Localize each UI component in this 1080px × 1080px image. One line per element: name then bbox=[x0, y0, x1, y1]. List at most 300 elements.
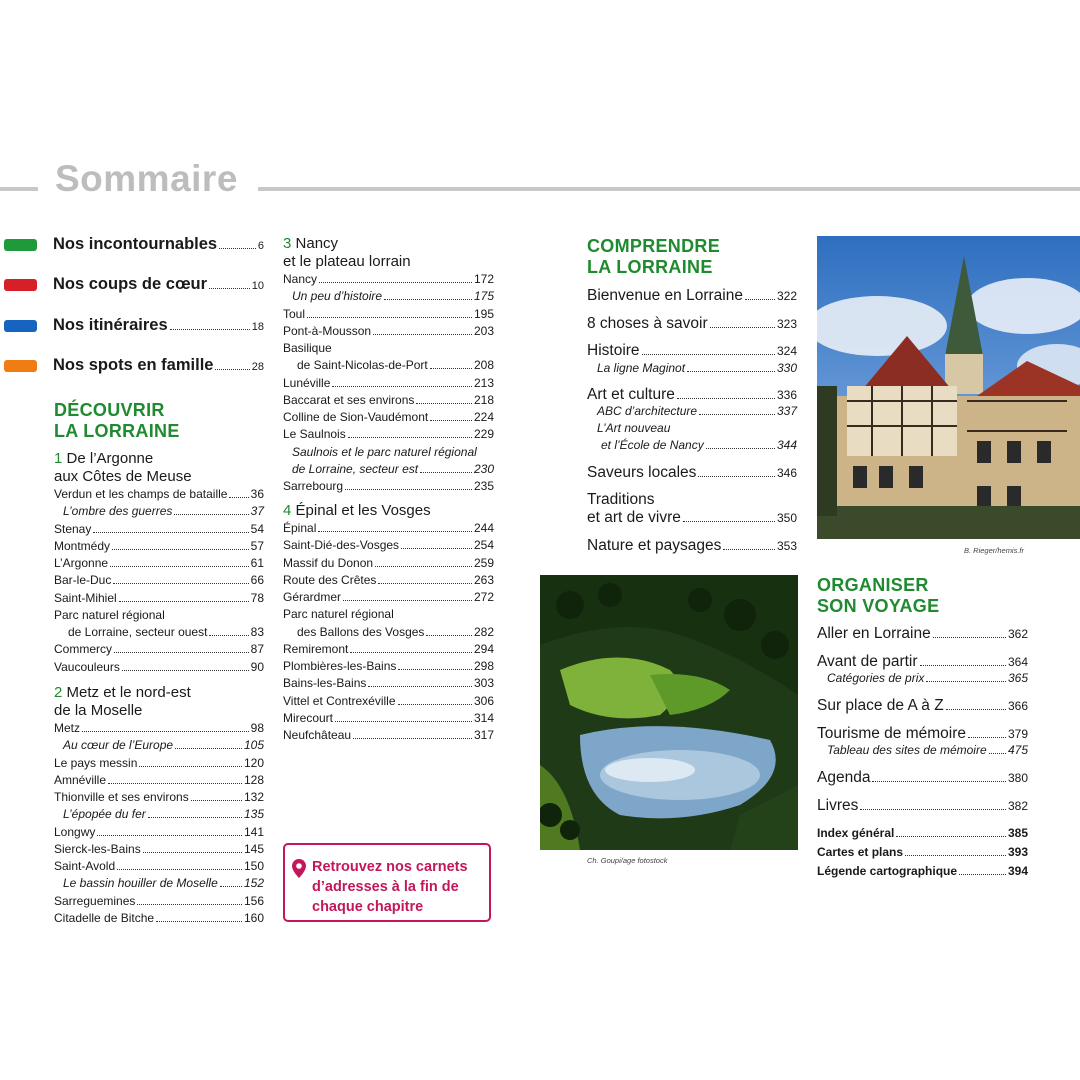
leader-dots bbox=[959, 874, 1006, 875]
entry-label: Baccarat et ses environs bbox=[283, 392, 415, 407]
page-number: 294 bbox=[473, 641, 494, 656]
entry-label: Saulnois et le parc naturel régional bbox=[292, 444, 477, 459]
leader-dots bbox=[318, 531, 472, 532]
chapter-2-list bbox=[54, 721, 264, 928]
leader-dots bbox=[398, 704, 472, 705]
page-number: 385 bbox=[1007, 826, 1028, 840]
entry-label: Thionville et ses environs bbox=[54, 790, 189, 804]
toc-entry[interactable] bbox=[283, 676, 494, 693]
page-number: 152 bbox=[243, 876, 264, 891]
toc-entry[interactable] bbox=[54, 721, 264, 738]
page-number: 213 bbox=[473, 375, 494, 390]
toc-entry[interactable] bbox=[817, 625, 1028, 653]
entry-label: Aller en Lorraine bbox=[817, 625, 931, 642]
leader-dots bbox=[375, 566, 472, 567]
toc-entry[interactable] bbox=[283, 556, 494, 573]
entry-label: Nancy bbox=[283, 272, 318, 286]
page-number: 105 bbox=[243, 738, 264, 753]
leader-dots bbox=[416, 403, 472, 404]
page-number: 230 bbox=[473, 461, 494, 476]
toc-entry[interactable] bbox=[54, 825, 264, 842]
leader-dots bbox=[430, 420, 472, 421]
lake-photo-image bbox=[540, 575, 798, 850]
leader-dots bbox=[97, 835, 242, 836]
toc-entry[interactable] bbox=[54, 790, 264, 807]
toc-entry[interactable] bbox=[54, 504, 264, 521]
toc-entry[interactable] bbox=[54, 660, 264, 677]
entry-label: Au cœur de l’Europe bbox=[63, 738, 174, 753]
leader-dots bbox=[687, 371, 775, 372]
leader-dots bbox=[698, 476, 775, 477]
leader-dots bbox=[946, 709, 1006, 710]
page-number: 57 bbox=[250, 538, 264, 553]
page-number: 195 bbox=[473, 306, 494, 321]
entry-label: Le Saulnois bbox=[283, 427, 346, 442]
entry-label: Sarrebourg bbox=[283, 479, 344, 493]
entry-label: Index général bbox=[817, 826, 895, 840]
page-number: 78 bbox=[250, 590, 264, 605]
page-number: 28 bbox=[251, 361, 264, 373]
page-number: 353 bbox=[776, 539, 797, 553]
leader-dots bbox=[114, 652, 249, 653]
entry-label: Longwy bbox=[54, 824, 96, 839]
page-number: 298 bbox=[473, 659, 494, 673]
page-number: 66 bbox=[250, 573, 264, 588]
page-number: 18 bbox=[251, 321, 264, 333]
chapter-3-list bbox=[283, 272, 494, 496]
heading-line: SON VOYAGE bbox=[817, 596, 940, 616]
toc-entry[interactable] bbox=[283, 376, 494, 393]
entry-label: de Lorraine, secteur est bbox=[292, 461, 419, 476]
entry-label: Tourisme de mémoire bbox=[817, 725, 967, 742]
page-number: 244 bbox=[473, 521, 494, 535]
page-number: 259 bbox=[473, 555, 494, 570]
leader-dots bbox=[860, 809, 1006, 810]
entry-label: Catégories de prix bbox=[827, 671, 925, 685]
entry-label: L’épopée du fer bbox=[63, 807, 146, 822]
toc-entry[interactable] bbox=[587, 464, 797, 491]
entry-label: Cartes et plans bbox=[817, 845, 904, 859]
leader-dots bbox=[723, 549, 775, 550]
leader-dots bbox=[220, 886, 242, 887]
toc-entry[interactable] bbox=[283, 341, 494, 358]
entry-label: Route des Crêtes bbox=[283, 572, 377, 587]
page-number: 337 bbox=[776, 404, 797, 418]
leader-dots bbox=[148, 817, 242, 818]
toc-entry[interactable] bbox=[587, 287, 797, 315]
leader-dots bbox=[319, 282, 472, 283]
toc-entry[interactable] bbox=[587, 315, 797, 342]
chapter-3-title bbox=[283, 235, 411, 271]
toc-entry[interactable] bbox=[283, 427, 494, 444]
orange-bar-icon bbox=[4, 360, 37, 372]
leader-dots bbox=[683, 521, 775, 522]
title-rule-left bbox=[0, 187, 38, 191]
entry-label: des Ballons des Vosges bbox=[297, 624, 425, 639]
leader-dots bbox=[933, 637, 1006, 638]
toc-entry[interactable] bbox=[817, 826, 1028, 845]
leader-dots bbox=[93, 532, 248, 533]
highlight-coups-de-coeur[interactable] bbox=[4, 275, 264, 295]
leader-dots bbox=[112, 549, 249, 550]
page-number: 324 bbox=[776, 344, 797, 358]
page-number: 330 bbox=[776, 361, 797, 375]
toc-entry[interactable] bbox=[54, 522, 264, 539]
toc-entry[interactable] bbox=[283, 521, 494, 538]
toc-entry[interactable] bbox=[283, 272, 494, 289]
leader-dots bbox=[174, 514, 248, 515]
highlight-label: Nos spots en famille bbox=[53, 356, 214, 374]
toc-entry[interactable] bbox=[54, 608, 264, 625]
highlight-label: Nos itinéraires bbox=[53, 316, 168, 334]
page-number: 263 bbox=[473, 572, 494, 587]
leader-dots bbox=[426, 635, 472, 636]
leader-dots bbox=[119, 601, 249, 602]
leader-dots bbox=[699, 414, 775, 415]
entry-label: Remiremont bbox=[283, 641, 349, 656]
entry-label: Avant de partir bbox=[817, 653, 918, 670]
leader-dots bbox=[219, 248, 256, 249]
chapter-number: 2 bbox=[54, 684, 63, 701]
page-number: 317 bbox=[473, 728, 494, 742]
chapter-4-list bbox=[283, 521, 494, 745]
entry-label: Livres bbox=[817, 797, 859, 814]
entry-label: Agenda bbox=[817, 769, 871, 786]
entry-label: Colline de Sion-Vaudémont bbox=[283, 410, 429, 424]
leader-dots bbox=[926, 681, 1006, 682]
leader-dots bbox=[143, 852, 242, 853]
leader-dots bbox=[378, 583, 472, 584]
entry-label: ABC d’architecture bbox=[597, 404, 698, 418]
house-photo-image bbox=[817, 236, 1080, 539]
page-number: 303 bbox=[473, 676, 494, 691]
entry-label: Plombières-les-Bains bbox=[283, 659, 397, 673]
page-number: 128 bbox=[243, 772, 264, 787]
page-number: 203 bbox=[473, 323, 494, 338]
toc-entry[interactable] bbox=[54, 642, 264, 659]
page-number: 156 bbox=[243, 893, 264, 908]
page-number: 322 bbox=[776, 289, 797, 303]
heading-line: LA LORRAINE bbox=[587, 257, 713, 277]
leader-dots bbox=[706, 448, 775, 449]
entry-label: Pont-à-Mousson bbox=[283, 323, 372, 338]
toc-entry[interactable] bbox=[587, 404, 797, 421]
entry-label: La ligne Maginot bbox=[597, 361, 686, 375]
leader-dots bbox=[117, 869, 242, 870]
chapter-2-title bbox=[54, 684, 191, 720]
leader-dots bbox=[348, 437, 472, 438]
toc-entry[interactable] bbox=[587, 491, 797, 509]
leader-dots bbox=[430, 368, 472, 369]
decouvrir-heading bbox=[54, 400, 180, 442]
entry-label: Saint-Mihiel bbox=[54, 590, 117, 605]
toc-entry[interactable] bbox=[587, 438, 797, 464]
entry-label: Stenay bbox=[54, 521, 92, 536]
leader-dots bbox=[343, 600, 472, 601]
page-number: 150 bbox=[243, 859, 264, 873]
toc-entry[interactable] bbox=[54, 487, 264, 504]
entry-label: L’Argonne bbox=[54, 556, 109, 570]
entry-label: de Lorraine, secteur ouest bbox=[68, 625, 208, 639]
toc-entry[interactable] bbox=[283, 538, 494, 555]
leader-dots bbox=[156, 921, 242, 922]
toc-entry[interactable] bbox=[54, 911, 264, 928]
toc-entry[interactable] bbox=[587, 509, 797, 537]
leader-dots bbox=[170, 329, 250, 330]
entry-label: Légende cartographique bbox=[817, 864, 958, 878]
toc-entry[interactable] bbox=[283, 659, 494, 676]
entry-label: Histoire bbox=[587, 342, 640, 359]
leader-dots bbox=[368, 686, 472, 687]
page-number: 336 bbox=[776, 388, 797, 402]
page-number: 10 bbox=[251, 280, 264, 292]
chapter-4-title bbox=[283, 502, 431, 520]
leader-dots bbox=[710, 327, 775, 328]
entry-label: Commercy bbox=[54, 642, 113, 657]
entry-label: Verdun et les champs de bataille bbox=[54, 487, 228, 501]
blue-bar-icon bbox=[4, 320, 37, 332]
page-number: 393 bbox=[1007, 845, 1028, 859]
entry-label: Le bassin houiller de Moselle bbox=[63, 876, 218, 891]
leader-dots bbox=[335, 721, 472, 722]
organiser-list bbox=[817, 625, 1028, 883]
page-number: 135 bbox=[243, 807, 264, 822]
address-book-callout bbox=[283, 843, 491, 922]
title-rule-right bbox=[258, 187, 1080, 191]
leader-dots bbox=[373, 334, 472, 335]
entry-label: Massif du Donon bbox=[283, 555, 374, 570]
highlight-itineraires[interactable] bbox=[4, 316, 264, 336]
leader-dots bbox=[191, 800, 242, 801]
page-number: 36 bbox=[250, 487, 264, 501]
entry-label: L’Art nouveau bbox=[597, 421, 671, 435]
page-number: 6 bbox=[257, 240, 264, 252]
leader-dots bbox=[82, 731, 249, 732]
page-number: 475 bbox=[1007, 743, 1028, 757]
page-number: 98 bbox=[250, 721, 264, 735]
toc-entry[interactable] bbox=[283, 607, 494, 624]
lake-photo-credit: Ch. Goupi/age fotostock bbox=[587, 856, 668, 865]
toc-entry[interactable] bbox=[54, 756, 264, 773]
toc-entry[interactable] bbox=[817, 743, 1028, 769]
page-number: 344 bbox=[776, 438, 797, 452]
highlight-incontournables[interactable] bbox=[4, 235, 264, 255]
toc-entry[interactable] bbox=[817, 864, 1028, 883]
leader-dots bbox=[345, 489, 472, 490]
leader-dots bbox=[968, 737, 1006, 738]
toc-entry[interactable] bbox=[817, 845, 1028, 864]
toc-entry[interactable] bbox=[817, 797, 1028, 826]
toc-entry[interactable] bbox=[587, 386, 797, 404]
toc-entry[interactable] bbox=[817, 671, 1028, 697]
toc-entry[interactable] bbox=[283, 324, 494, 341]
leader-dots bbox=[642, 354, 775, 355]
lake-photo bbox=[540, 575, 798, 850]
toc-entry[interactable] bbox=[283, 728, 494, 745]
page-number: 314 bbox=[473, 710, 494, 725]
entry-label: Saint-Dié-des-Vosges bbox=[283, 538, 400, 553]
entry-label: Neufchâteau bbox=[283, 728, 352, 742]
page-number: 90 bbox=[250, 659, 264, 674]
page-number: 362 bbox=[1007, 627, 1028, 641]
highlight-spots-famille[interactable] bbox=[4, 356, 264, 376]
entry-label: Mirecourt bbox=[283, 710, 334, 725]
entry-label: Vittel et Contrexéville bbox=[283, 693, 396, 708]
chapter-number: 1 bbox=[54, 450, 63, 467]
entry-label: Lunéville bbox=[283, 375, 331, 390]
chapter-title: Nancy bbox=[295, 235, 339, 252]
page-number: 87 bbox=[250, 642, 264, 657]
leader-dots bbox=[175, 748, 242, 749]
entry-label: Bains-les-Bains bbox=[283, 676, 367, 691]
entry-label: et art de vivre bbox=[587, 509, 681, 526]
page-number: 54 bbox=[250, 521, 264, 536]
leader-dots bbox=[215, 369, 249, 370]
comprendre-heading bbox=[587, 236, 720, 278]
entry-label: Art et culture bbox=[587, 386, 675, 403]
toc-entry[interactable] bbox=[587, 361, 797, 386]
heading-line: COMPRENDRE bbox=[587, 236, 721, 256]
entry-label: Le pays messin bbox=[54, 755, 138, 770]
toc-entry[interactable] bbox=[283, 410, 494, 427]
entry-label: de Saint-Nicolas-de-Port bbox=[297, 358, 428, 373]
entry-label: Montmédy bbox=[54, 538, 111, 553]
comprendre-list bbox=[587, 287, 797, 557]
page-number: 282 bbox=[473, 624, 494, 639]
leader-dots bbox=[307, 317, 472, 318]
toc-entry[interactable] bbox=[54, 591, 264, 608]
toc-entry[interactable] bbox=[283, 711, 494, 728]
entry-label: Parc naturel régional bbox=[54, 607, 165, 622]
page-number: 145 bbox=[243, 841, 264, 856]
toc-entry[interactable] bbox=[283, 289, 494, 306]
toc-entry[interactable] bbox=[817, 697, 1028, 725]
highlight-label: Nos coups de cœur bbox=[53, 275, 208, 293]
entry-label: Basilique bbox=[283, 341, 332, 355]
chapter-number: 4 bbox=[283, 502, 292, 519]
leader-dots bbox=[896, 836, 1006, 837]
toc-entry[interactable] bbox=[817, 653, 1028, 671]
toc-entry[interactable] bbox=[283, 573, 494, 590]
toc-entry[interactable] bbox=[817, 725, 1028, 743]
toc-entry[interactable] bbox=[54, 573, 264, 590]
toc-entry[interactable] bbox=[283, 462, 494, 479]
page-number: 120 bbox=[243, 755, 264, 770]
toc-entry[interactable] bbox=[54, 842, 264, 859]
leader-dots bbox=[108, 783, 242, 784]
chapter-1-title bbox=[54, 450, 192, 486]
toc-entry[interactable] bbox=[54, 859, 264, 876]
toc-entry[interactable] bbox=[587, 537, 797, 557]
entry-label: Parc naturel régional bbox=[283, 607, 394, 622]
toc-entry[interactable] bbox=[54, 625, 264, 642]
callout-text: Retrouvez nos carnets d’adresses à la fin de chaque chapitre bbox=[312, 859, 468, 915]
toc-entry[interactable] bbox=[54, 773, 264, 790]
heading-line: LA LORRAINE bbox=[54, 421, 180, 441]
entry-label: Amnéville bbox=[54, 772, 107, 787]
entry-label: Saint-Avold bbox=[54, 859, 116, 873]
toc-entry[interactable] bbox=[54, 894, 264, 911]
leader-dots bbox=[209, 635, 248, 636]
toc-entry[interactable] bbox=[283, 393, 494, 410]
page-number: 323 bbox=[776, 317, 797, 331]
entry-label: 8 choses à savoir bbox=[587, 315, 708, 332]
organiser-heading bbox=[817, 575, 939, 617]
map-pin-icon bbox=[292, 859, 306, 878]
entry-label: Toul bbox=[283, 306, 306, 321]
page-title: Sommaire bbox=[55, 158, 238, 199]
entry-label: Citadelle de Bitche bbox=[54, 910, 155, 925]
page-number: 235 bbox=[473, 479, 494, 493]
page-number: 394 bbox=[1007, 864, 1028, 878]
page-number: 132 bbox=[243, 790, 264, 804]
leader-dots bbox=[209, 288, 250, 289]
toc-entry[interactable] bbox=[283, 625, 494, 642]
page-number: 175 bbox=[473, 289, 494, 304]
leader-dots bbox=[353, 738, 472, 739]
chapter-number: 3 bbox=[283, 235, 292, 252]
leader-dots bbox=[420, 472, 472, 473]
toc-entry[interactable] bbox=[587, 421, 797, 438]
house-photo-credit: B. Rieger/hemis.fr bbox=[964, 546, 1025, 555]
chapter-title: et le plateau lorrain bbox=[283, 253, 411, 270]
toc-entry[interactable] bbox=[54, 539, 264, 556]
page-number: 365 bbox=[1007, 671, 1028, 685]
toc-entry[interactable] bbox=[54, 876, 264, 893]
chapter-title: Metz et le nord-est bbox=[66, 684, 191, 701]
entry-label: Sur place de A à Z bbox=[817, 697, 944, 714]
toc-entry[interactable] bbox=[54, 807, 264, 824]
entry-label: Vaucouleurs bbox=[54, 659, 120, 674]
leader-dots bbox=[110, 566, 249, 567]
entry-label: L’ombre des guerres bbox=[63, 504, 173, 519]
leader-dots bbox=[398, 669, 472, 670]
toc-entry[interactable] bbox=[283, 479, 494, 496]
page-number: 272 bbox=[473, 590, 494, 604]
leader-dots bbox=[401, 548, 472, 549]
toc-entry[interactable] bbox=[283, 307, 494, 324]
toc-entry[interactable] bbox=[283, 358, 494, 375]
page-number: 382 bbox=[1007, 799, 1028, 813]
toc-entry[interactable] bbox=[587, 342, 797, 361]
leader-dots bbox=[677, 398, 775, 399]
leader-dots bbox=[122, 670, 249, 671]
toc-entry[interactable] bbox=[283, 694, 494, 711]
toc-entry[interactable] bbox=[54, 738, 264, 755]
page-number: 61 bbox=[250, 556, 264, 570]
chapter-title: aux Côtes de Meuse bbox=[54, 468, 192, 485]
entry-label: Sierck-les-Bains bbox=[54, 841, 141, 856]
toc-entry[interactable] bbox=[283, 642, 494, 659]
toc-entry[interactable] bbox=[283, 590, 494, 607]
page-number: 172 bbox=[473, 272, 494, 286]
page-number: 350 bbox=[776, 511, 797, 525]
leader-dots bbox=[745, 299, 775, 300]
toc-entry[interactable] bbox=[817, 769, 1028, 797]
entry-label: Traditions bbox=[587, 491, 655, 508]
entry-label: Tableau des sites de mémoire bbox=[827, 743, 987, 757]
toc-entry[interactable] bbox=[283, 445, 494, 462]
toc-entry[interactable] bbox=[54, 556, 264, 573]
leader-dots bbox=[872, 781, 1006, 782]
page-number: 218 bbox=[473, 392, 494, 407]
entry-label: Bienvenue en Lorraine bbox=[587, 287, 743, 304]
page-number: 306 bbox=[473, 693, 494, 708]
page-number: 229 bbox=[473, 427, 494, 442]
leader-dots bbox=[332, 386, 472, 387]
page-number: 141 bbox=[243, 824, 264, 839]
page-number: 160 bbox=[243, 910, 264, 925]
